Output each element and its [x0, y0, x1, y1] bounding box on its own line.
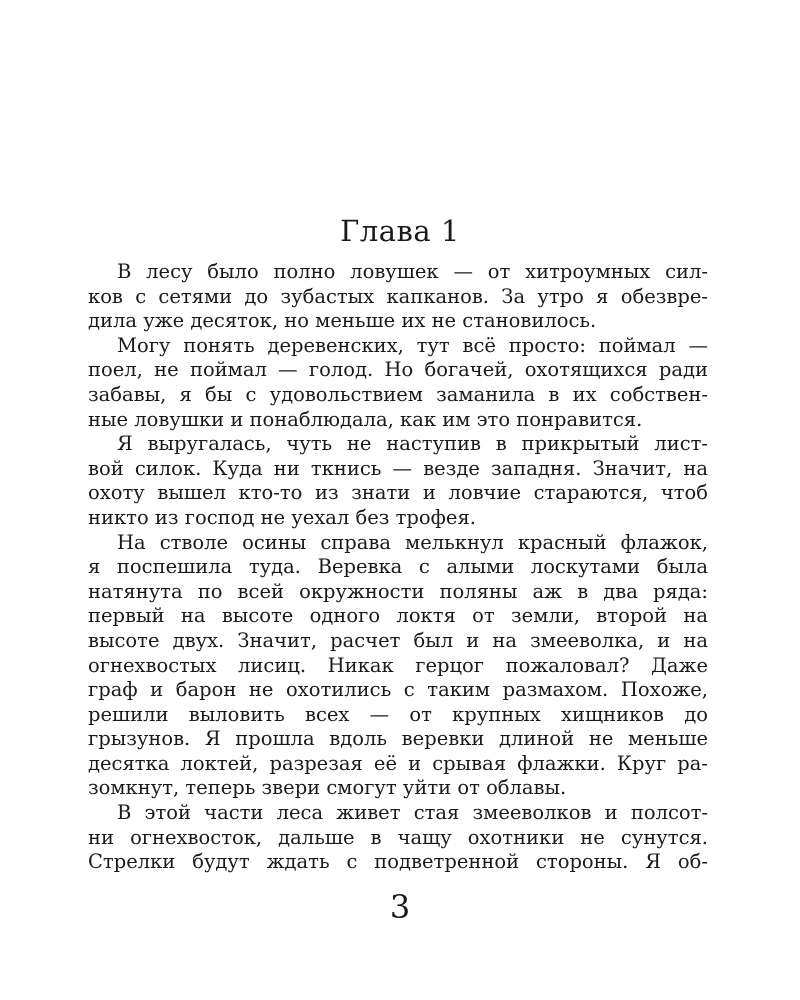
text-line: никто из господ не уехал без трофея. [88, 505, 476, 529]
body-text [88, 260, 708, 875]
text-line: натянута по всей окружности поляны аж в два ряда: [88, 579, 708, 603]
text-line: Могу понять деревенских, тут всё просто: поймал — [117, 333, 708, 357]
text-line: ков с сетями до зубастых капканов. За утро я обезвре- [88, 284, 708, 308]
text-line: решили выловить всех — от крупных хищников до [88, 702, 708, 726]
paragraph [88, 531, 708, 802]
text-line: огнехвостых лисиц. Никак герцог пожаловал? Даже [88, 653, 708, 677]
text-line: высоте двух. Значит, расчет был и на змееволка, и на [88, 628, 708, 652]
text-line: В лесу было полно ловушек — от хитроумных сил- [117, 260, 708, 283]
text-line: вой силок. Куда ни ткнись — везде западня. Значит, на [88, 456, 708, 480]
text-line: ни огнехвосток, дальше в чащу охотники не сунутся. [88, 825, 708, 849]
text-line: В этой части леса живет стая змееволков и полсот- [117, 801, 708, 825]
chapter-title: Глава 1 [340, 214, 460, 248]
text-line: охоту вышел кто-то из знати и ловчие стараются, чтоб [88, 481, 708, 505]
text-line: я поспешила туда. Веревка с алыми лоскутами была [88, 555, 708, 579]
text-line: Стрелки будут ждать с подветренной стороны. Я об- [88, 850, 708, 874]
paragraph [88, 260, 708, 334]
page-number: 3 [389, 888, 411, 926]
text-line: зомкнут, теперь звери смогут уйти от облавы. [88, 776, 567, 800]
paragraph [88, 801, 708, 875]
text-line: Я выругалась, чуть не наступив в прикрытый лист- [117, 432, 708, 456]
text-line: грызунов. Я прошла вдоль веревки длиной не меньше [88, 727, 708, 751]
text-line: На стволе осины справа мелькнул красный флажок, [117, 530, 708, 554]
text-line: забавы, я бы с удовольствием заманила в их собствен- [88, 382, 708, 406]
text-line: граф и барон не охотились с таким размахом. Похоже, [88, 678, 708, 702]
text-line: дила уже десяток, но меньше их не становилось. [88, 309, 597, 333]
text-line: поел, не поймал — голод. Но богачей, охотящихся ради [88, 358, 708, 382]
paragraph [88, 334, 708, 432]
text-line: ные ловушки и понаблюдала, как им это понравится. [88, 407, 643, 431]
paragraph [88, 432, 708, 530]
text-line: десятка локтей, разрезая её и срывая флажки. Круг ра- [88, 751, 708, 775]
text-line: первый на высоте одного локтя от земли, второй на [88, 604, 708, 628]
